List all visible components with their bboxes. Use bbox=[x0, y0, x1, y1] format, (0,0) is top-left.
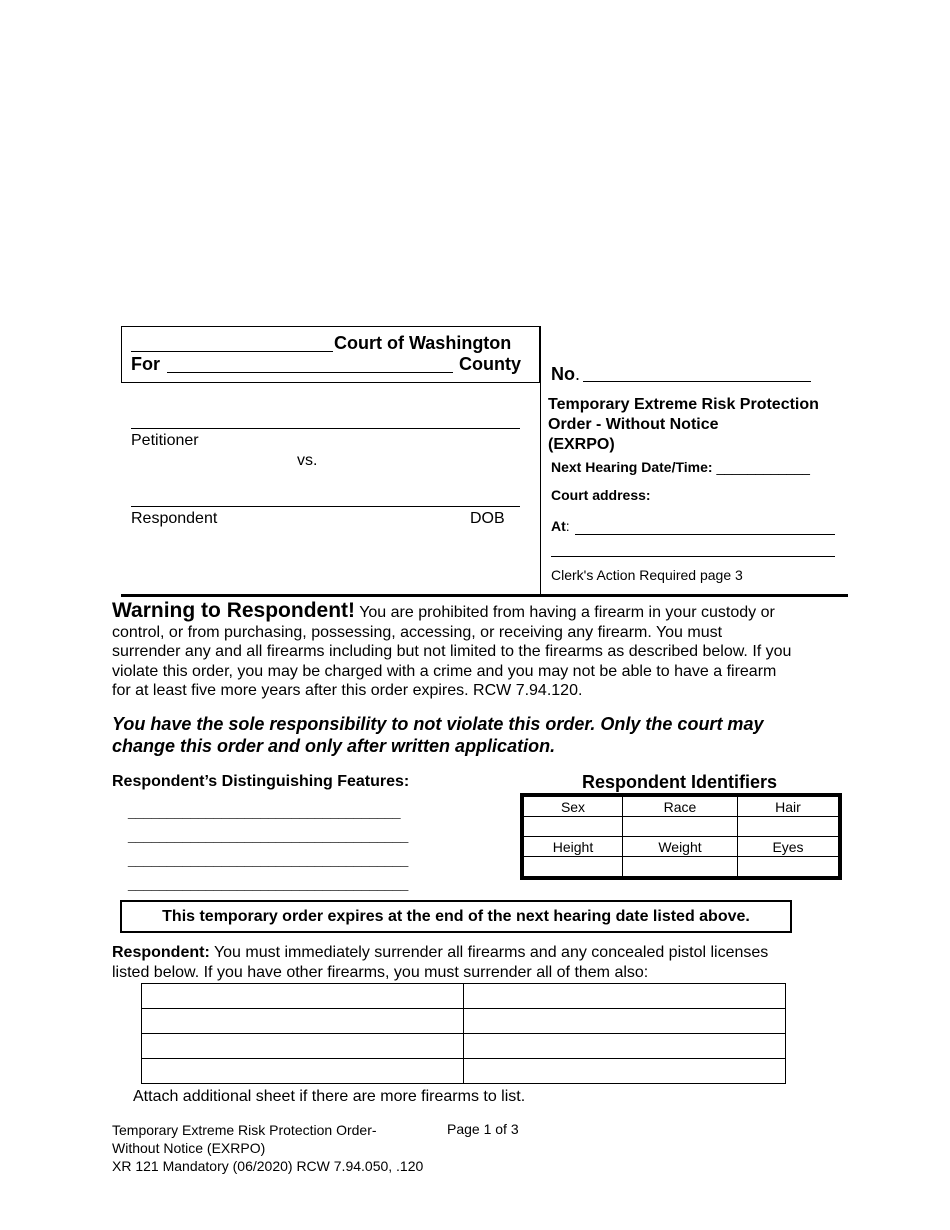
caption-bottom-rule bbox=[121, 594, 848, 597]
warning-heading: Warning to Respondent! bbox=[112, 599, 356, 622]
eyes-header: Eyes bbox=[738, 837, 841, 857]
identifiers-heading: Respondent Identifiers bbox=[582, 772, 778, 792]
surrender-line-1: You must immediately surrender all firearms and any concealed pistol licenses bbox=[209, 944, 769, 961]
court-address-line-2[interactable] bbox=[551, 556, 835, 557]
case-number-label bbox=[551, 364, 580, 385]
weight-value[interactable] bbox=[623, 857, 738, 879]
county-label: County bbox=[459, 354, 521, 374]
at-label: At bbox=[551, 518, 566, 534]
court-name-line[interactable] bbox=[131, 351, 333, 352]
respondent-name-line[interactable] bbox=[131, 506, 520, 507]
warning-line-2: control, or from purchasing, possessing, accessing, or receiving any firearm. You must bbox=[112, 623, 723, 641]
hair-value[interactable] bbox=[738, 817, 841, 837]
no-label: No bbox=[551, 364, 575, 384]
county-name-line[interactable] bbox=[167, 372, 453, 373]
features-line[interactable]: ____________________________________ bbox=[128, 851, 409, 867]
court-address-label: Court address: bbox=[551, 487, 651, 503]
weight-header: Weight bbox=[623, 837, 738, 857]
features-heading: Respondent’s Distinguishing Features: bbox=[112, 773, 410, 790]
features-line[interactable]: ____________________________________ bbox=[128, 875, 409, 891]
attach-note: Attach additional sheet if there are more firearms to list. bbox=[133, 1088, 526, 1105]
title-line-2: Order - Without Notice bbox=[548, 416, 719, 433]
firearm-cell[interactable] bbox=[464, 1059, 786, 1084]
height-value[interactable] bbox=[522, 857, 623, 879]
features-lines[interactable] bbox=[128, 799, 408, 895]
firearm-cell[interactable] bbox=[142, 1034, 464, 1059]
footer-form-info bbox=[112, 1121, 423, 1175]
at-colon: : bbox=[565, 518, 570, 534]
clerk-action-note: Clerk's Action Required page 3 bbox=[551, 567, 743, 583]
eyes-value[interactable] bbox=[738, 857, 841, 879]
court-address-line-1[interactable] bbox=[575, 534, 835, 535]
race-value[interactable] bbox=[623, 817, 738, 837]
sex-header: Sex bbox=[522, 795, 623, 817]
features-line[interactable]: ___________________________________ bbox=[128, 803, 401, 819]
case-number-line[interactable] bbox=[583, 381, 811, 382]
footer-form-code: XR 121 Mandatory (06/2020) RCW 7.94.050, .120 bbox=[112, 1158, 424, 1174]
title-line-1: Temporary Extreme Risk Protection bbox=[548, 396, 819, 413]
sole-line-1: You have the sole responsibility to not violate this order. Only the court may bbox=[112, 714, 764, 734]
sex-value[interactable] bbox=[522, 817, 623, 837]
firearm-cell[interactable] bbox=[464, 984, 786, 1009]
firearm-cell[interactable] bbox=[142, 984, 464, 1009]
height-header: Height bbox=[522, 837, 623, 857]
warning-line-4: violate this order, you may be charged with a crime and you may not be able to have a firearm bbox=[112, 662, 777, 680]
sole-responsibility bbox=[112, 713, 763, 757]
title-line-3: (EXRPO) bbox=[548, 436, 615, 453]
table-row bbox=[142, 1059, 786, 1084]
petitioner-name-line[interactable] bbox=[131, 428, 520, 429]
page-number: Page 1 of 3 bbox=[447, 1121, 519, 1137]
table-row bbox=[142, 984, 786, 1009]
footer-title-line-1: Temporary Extreme Risk Protection Order- bbox=[112, 1122, 377, 1138]
identifiers-table bbox=[520, 793, 842, 880]
warning-line-3: surrender any and all firearms including but not limited to the firearms as described below. If you bbox=[112, 643, 792, 660]
respondent-label: Respondent bbox=[131, 510, 218, 527]
firearm-cell[interactable] bbox=[464, 1034, 786, 1059]
firearms-table bbox=[141, 983, 786, 1084]
for-label: For bbox=[131, 354, 160, 374]
surrender-label: Respondent: bbox=[112, 944, 210, 961]
hair-header: Hair bbox=[738, 795, 841, 817]
next-hearing-row bbox=[551, 459, 810, 475]
caption-divider bbox=[540, 326, 541, 594]
no-dot: . bbox=[575, 364, 581, 384]
at-row bbox=[551, 518, 570, 534]
table-row bbox=[142, 1009, 786, 1034]
warning-line-1: You are prohibited from having a firearm in your custody or bbox=[355, 604, 775, 621]
next-hearing-label: Next Hearing Date/Time: bbox=[551, 459, 713, 475]
firearm-cell[interactable] bbox=[464, 1009, 786, 1034]
table-row bbox=[142, 1034, 786, 1059]
court-label: Court of Washington bbox=[334, 333, 512, 353]
warning-paragraph bbox=[112, 601, 852, 701]
dob-label: DOB bbox=[470, 510, 505, 527]
race-header: Race bbox=[623, 795, 738, 817]
next-hearing-blank[interactable]: ____________ bbox=[716, 459, 810, 475]
warning-line-5: for at least five more years after this order expires. RCW 7.94.120. bbox=[112, 682, 583, 699]
firearm-cell[interactable] bbox=[142, 1059, 464, 1084]
features-line[interactable]: ____________________________________ bbox=[128, 827, 409, 843]
vs-label: vs. bbox=[297, 452, 318, 469]
petitioner-label: Petitioner bbox=[131, 432, 199, 449]
document-title bbox=[548, 395, 819, 455]
surrender-paragraph bbox=[112, 943, 768, 982]
firearm-cell[interactable] bbox=[142, 1009, 464, 1034]
surrender-line-2: listed below. If you have other firearms, you must surrender all of them also: bbox=[112, 963, 649, 981]
footer-title-line-2: Without Notice (EXRPO) bbox=[112, 1140, 266, 1156]
sole-line-2: change this order and only after written application. bbox=[112, 736, 556, 756]
expiration-notice: This temporary order expires at the end of the next hearing date listed above. bbox=[120, 900, 792, 933]
